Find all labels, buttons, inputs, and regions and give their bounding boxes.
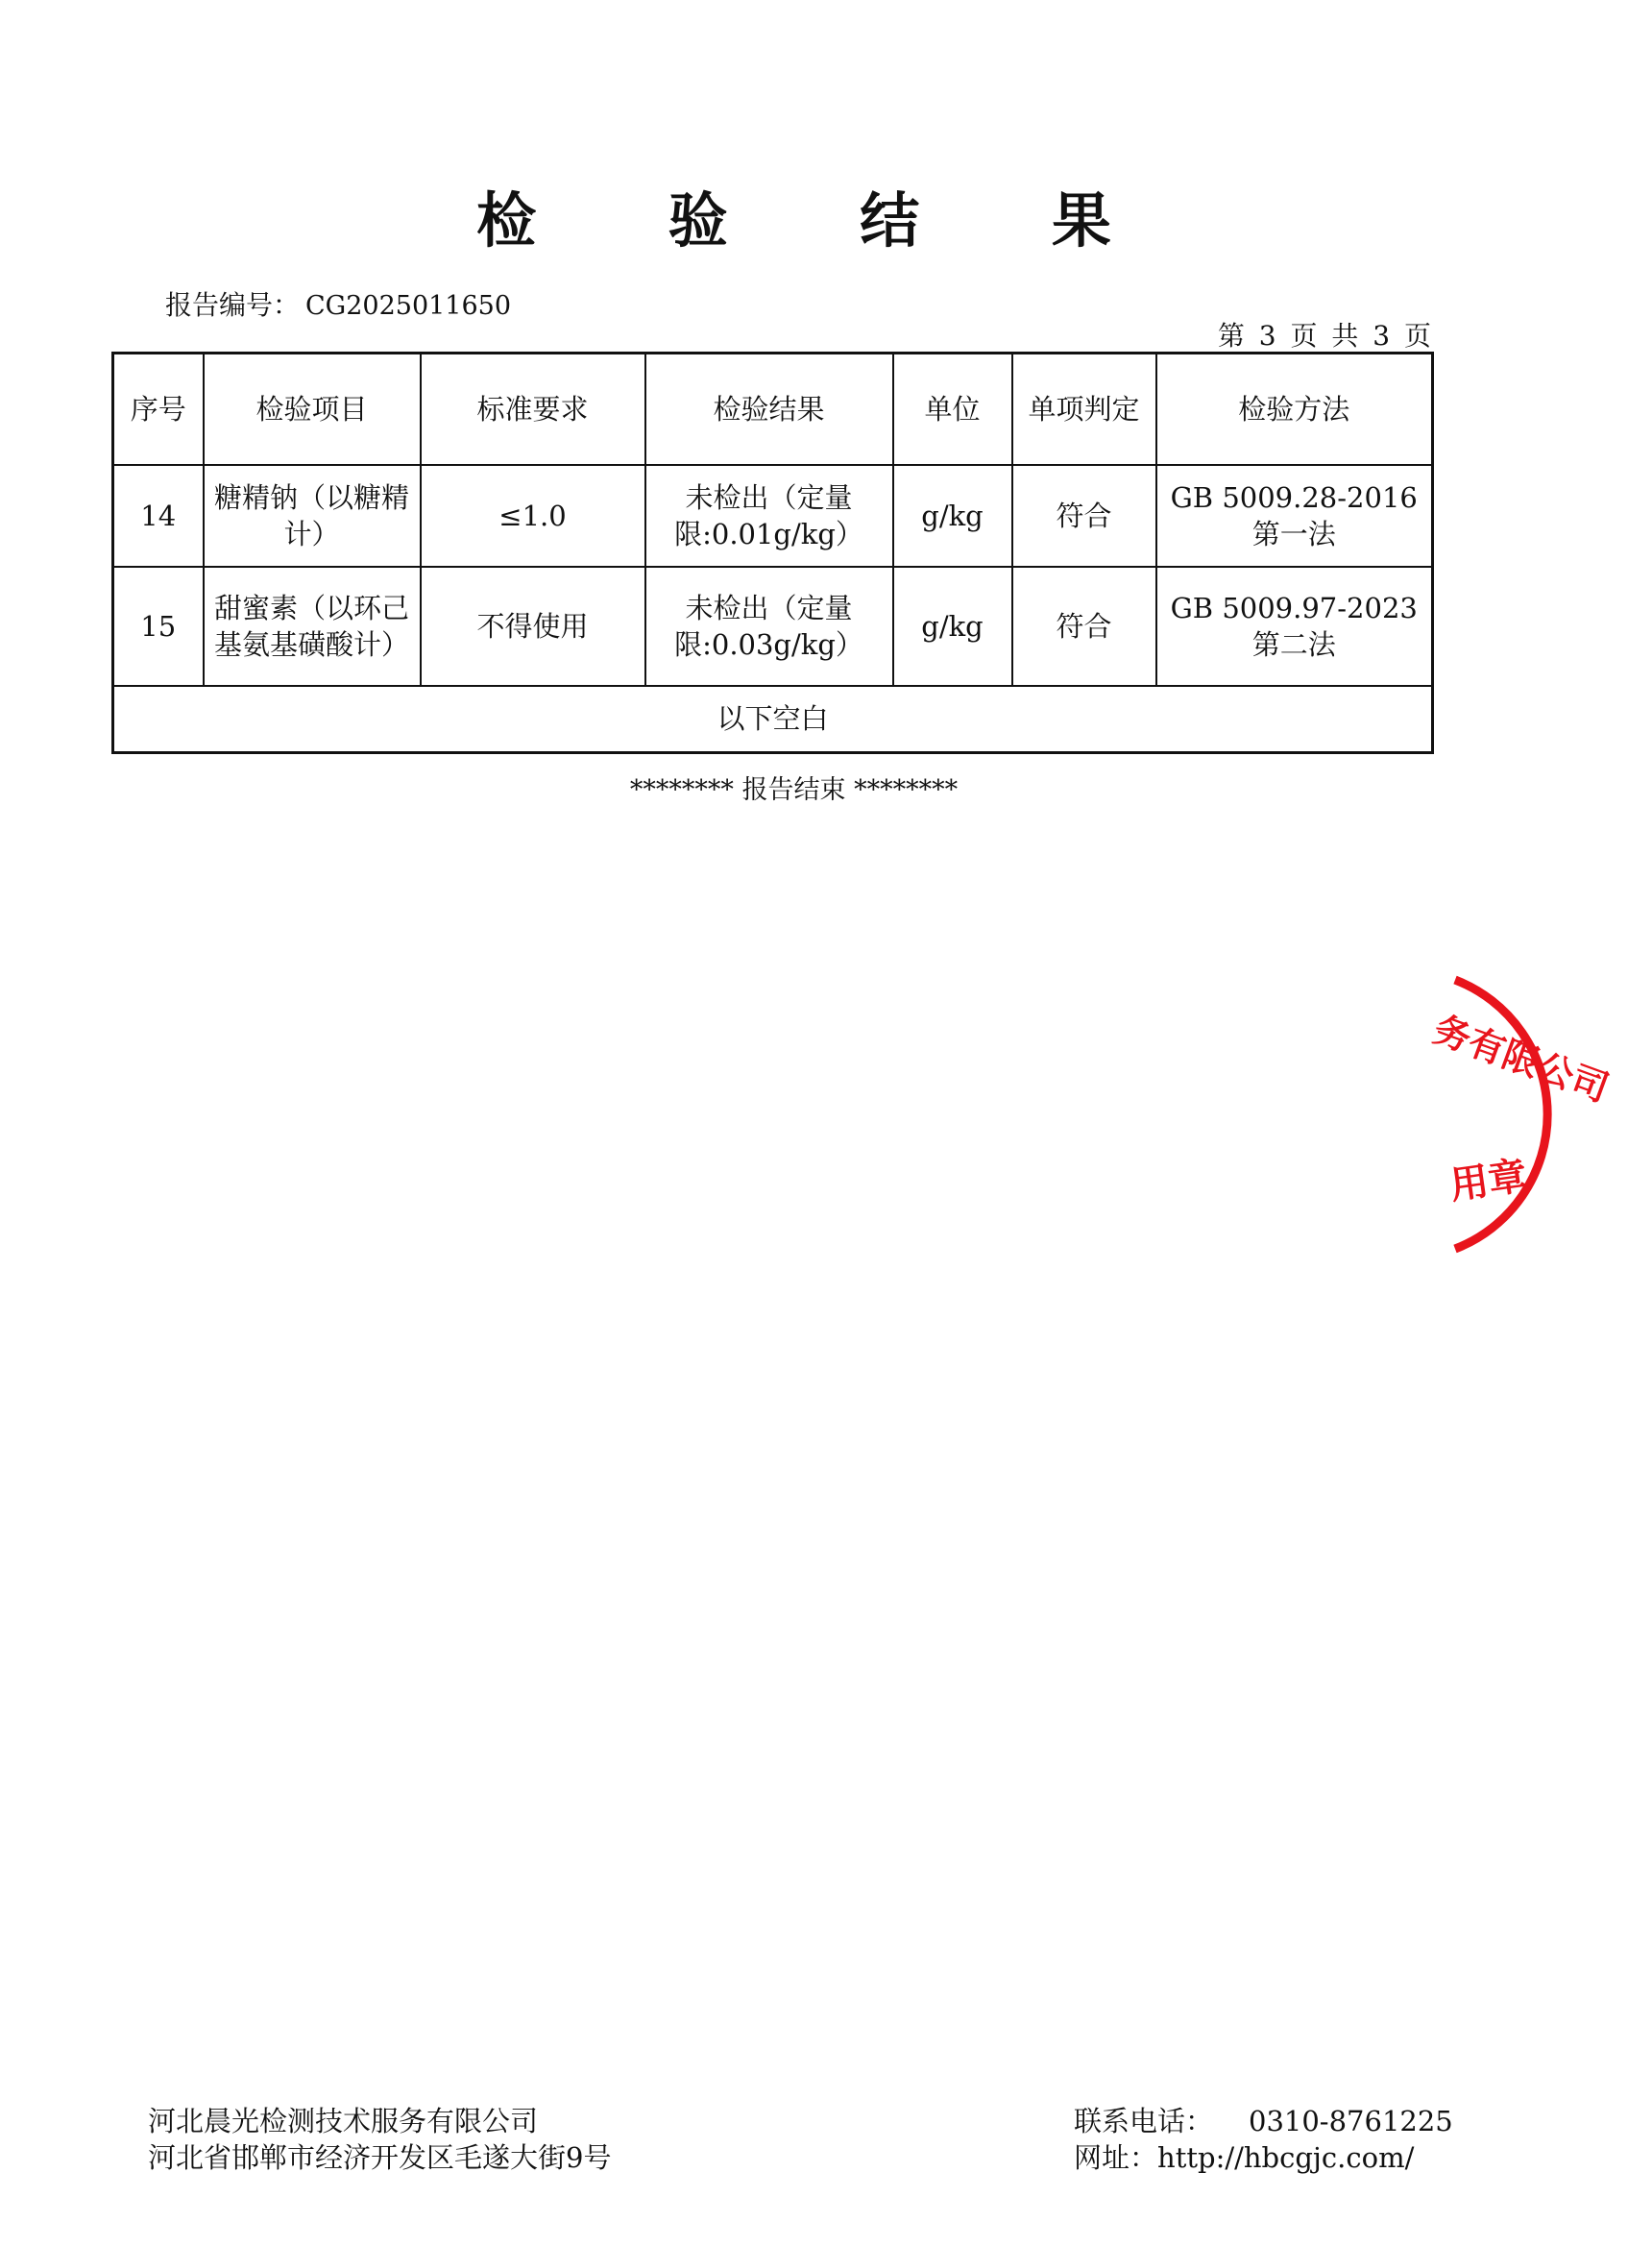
report-number-label: 报告编号： <box>165 289 301 321</box>
footer-address: 河北省邯郸市经济开发区毛遂大街9号 <box>148 2141 612 2174</box>
page-indicator: 第 3 页 共 3 页 <box>1217 320 1431 352</box>
web-label: 网址： <box>1074 2141 1158 2174</box>
table-row <box>113 465 1433 567</box>
report-number-line <box>165 284 511 323</box>
seal-text-bottom: 用章 <box>1446 1154 1530 1208</box>
cell-standard: 不得使用 <box>421 567 645 686</box>
table-header-row <box>113 354 1433 465</box>
cell-judgement: 符合 <box>1012 567 1156 686</box>
blank-note: 以下空白 <box>113 686 1433 753</box>
cell-item: 甜蜜素（以环己基氨基磺酸计） <box>204 567 421 686</box>
cell-standard: ≤1.0 <box>421 465 645 567</box>
cell-item: 糖精钠（以糖精计） <box>204 465 421 567</box>
page-title: 检 验 结 果 <box>476 185 1167 256</box>
blank-note-row <box>113 686 1433 753</box>
report-number: CG2025011650 <box>305 291 512 321</box>
report-end-marker: ******** 报告结束 ******** <box>629 775 959 805</box>
cell-unit: g/kg <box>893 567 1012 686</box>
cell-method: GB 5009.28-2016 第一法 <box>1156 465 1433 567</box>
cell-judgement: 符合 <box>1012 465 1156 567</box>
cell-method: GB 5009.97-2023 第二法 <box>1156 567 1433 686</box>
cell-no: 14 <box>113 465 204 567</box>
phone-number: 0310-8761225 <box>1249 2105 1453 2137</box>
cell-no: 15 <box>113 567 204 686</box>
seal-text-arc: 务有限公司 <box>1427 1008 1615 1111</box>
cell-unit: g/kg <box>893 465 1012 567</box>
phone-label: 联系电话： <box>1074 2105 1214 2137</box>
col-header-method: 检验方法 <box>1156 354 1433 465</box>
company-seal <box>1364 951 1652 1278</box>
cell-result: 未检出（定量限:0.01g/kg） <box>645 465 893 567</box>
col-header-judgement: 单项判定 <box>1012 354 1156 465</box>
col-header-result: 检验结果 <box>645 354 893 465</box>
footer-company-block <box>148 2103 611 2176</box>
table-row <box>113 567 1433 686</box>
footer-company: 河北晨光检测技术服务有限公司 <box>148 2105 539 2137</box>
results-table <box>111 352 1434 754</box>
col-header-standard: 标准要求 <box>421 354 645 465</box>
footer-contact-block <box>1074 2103 1453 2176</box>
col-header-item: 检验项目 <box>204 354 421 465</box>
col-header-no: 序号 <box>113 354 204 465</box>
web-link[interactable]: http://hbcgjc.com/ <box>1157 2141 1415 2174</box>
col-header-unit: 单位 <box>893 354 1012 465</box>
cell-result: 未检出（定量限:0.03g/kg） <box>645 567 893 686</box>
